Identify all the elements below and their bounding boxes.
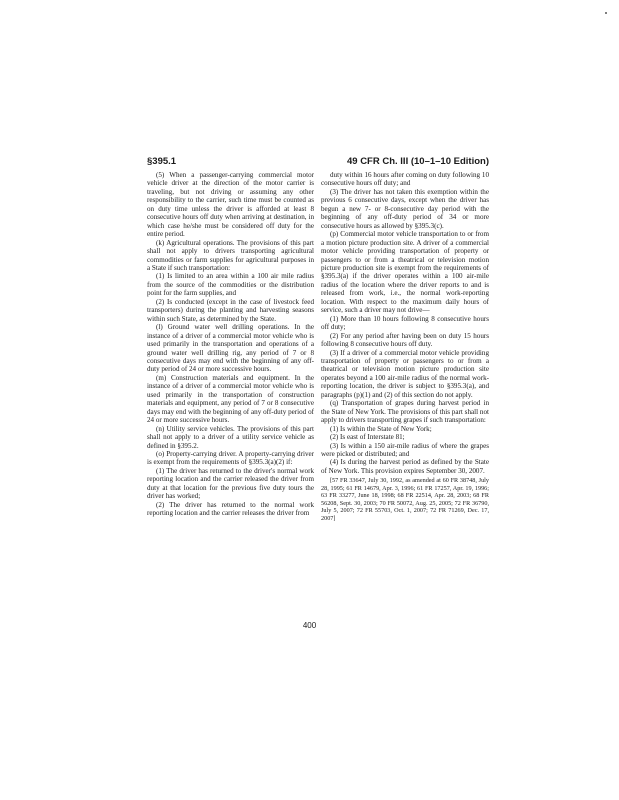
paragraph: (2) The driver has returned to the normal work reporting location and the carrier releases the driver from: [147, 500, 314, 518]
paragraph: (1) Is limited to an area within a 100 air mile radius from the source of the commodities or the distribution point for the farm supplies, and: [147, 272, 314, 298]
paragraph: (m) Construction materials and equipment. In the instance of a driver of a commercial motor vehicle who is used primarily in the transportation of construction materials and equipment, any period of 7 or 8 consecutive days may end with the beginning of any off-duty period of 24 or more successive hours.: [147, 373, 314, 425]
section-number: §395.1: [147, 156, 177, 167]
paragraph: (1) Is within the State of New York;: [330, 424, 432, 433]
left-column: [147, 171, 314, 518]
paragraph: (o) Property-carrying driver. A property-carrying driver is exempt from the requirements of §395.3(a)(2) if:: [147, 449, 314, 467]
paragraph: (2) Is conducted (except in the case of livestock feed transporters) during the planting and harvesting seasons within such State, as determined by the State.: [147, 297, 314, 323]
paragraph: (3) If a driver of a commercial motor vehicle providing transportation of property or passengers to or from a theatrical or television motion picture production site operates beyond a 100 air-mile radius of the normal work-reporting location, the driver is subject to §395.3(a), and paragraphs (p)(1) and (2) of this section do not apply.: [321, 348, 489, 399]
paragraph: (l) Ground water well drilling operations. In the instance of a driver of a commercial motor vehicle who is used primarily in the transportation and operations of a ground water well drilling rig, any period of 7 or 8 consecutive days may end with the beginning of any off-duty period of 24 or more successive hours.: [147, 323, 314, 374]
paragraph: (2) For any period after having been on duty 15 hours following 8 consecutive hours off duty.: [321, 331, 489, 349]
paragraph: (5) When a passenger-carrying commercial motor vehicle driver at the direction of the motor carrier is traveling, but not driving or assuming any other responsibility to the carrier, such time must be counted as on duty time unless the driver is afforded at least 8 consecutive hours off duty when arriving at destination, in which case he/she must be considered off duty for the entire period.: [147, 171, 314, 239]
paragraph: (q) Transportation of grapes during harvest period in the State of New York. The provisions of this part shall not apply to drivers transporting grapes if such transportation:: [321, 399, 489, 425]
header-title: 49 CFR Ch. III (10–1–10 Edition): [346, 156, 489, 167]
paragraph: (3) Is within a 150 air-mile radius of where the grapes were picked or distributed; and: [321, 441, 489, 458]
page-number: 400: [302, 621, 317, 630]
paragraph: (1) More than 10 hours following 8 consecutive hours off duty;: [321, 314, 489, 332]
right-column: [321, 171, 489, 522]
paragraph: (1) The driver has returned to the driver's normal work reporting location and the carrier released the driver from duty at that location for the previous five duty tours the driver has worked;: [147, 466, 314, 501]
paragraph: (k) Agricultural operations. The provisions of this part shall not apply to drivers transporting agricultural commodities or farm supplies for agricultural purposes in a State if such transportation:: [147, 238, 314, 272]
paragraph: (3) The driver has not taken this exemption within the previous 6 consecutive days, except when the driver has begun a new 7- or 8-consecutive day period with the beginning of any off-duty period of 34 or more consecutive hours as allowed by §395.3(c).: [321, 187, 489, 230]
paragraph: (2) Is east of Interstate 81;: [330, 433, 405, 442]
scan-speck: [605, 12, 607, 14]
running-header: [147, 156, 489, 168]
paragraph: (p) Commercial motor vehicle transportation to or from a motion picture production site. A driver of a commercial motor vehicle providing transportation of property or passengers to or from a theatrical or television motion picture production site is exempt from the requirements of §395.3(a) if the driver operates within a 100 air-mile radius of the location where the driver reports to and is released from work, i.e., the normal work-reporting location. With respect to the maximum daily hours of service, such a driver may not drive—: [321, 230, 489, 315]
paragraph: duty within 16 hours after coming on duty following 10 consecutive hours off duty; and: [321, 171, 489, 188]
citation-note: [57 FR 33647, July 30, 1992, as amended at 60 FR 38748, July 28, 1995; 61 FR 14679, Apr. 3, 1996; 61 FR 17257, Apr. 19, 1996; 63 FR 33277, June 18, 1998; 68 FR 22514, Apr. 28, 2003; 68 FR 56208, Sept. 30, 2003; 70 FR 50072, Aug. 25, 2005; 72 FR 36790, July 5, 2007; 72 FR 55703, Oct. 1, 2007; 72 FR 71269, Dec. 17, 2007]: [321, 477, 489, 522]
paragraph: (n) Utility service vehicles. The provisions of this part shall not apply to a driver of a utility service vehicle as defined in §395.2.: [147, 424, 314, 450]
paragraph: (4) Is during the harvest period as defined by the State of New York. This provision expires September 30, 2007.: [321, 458, 489, 475]
